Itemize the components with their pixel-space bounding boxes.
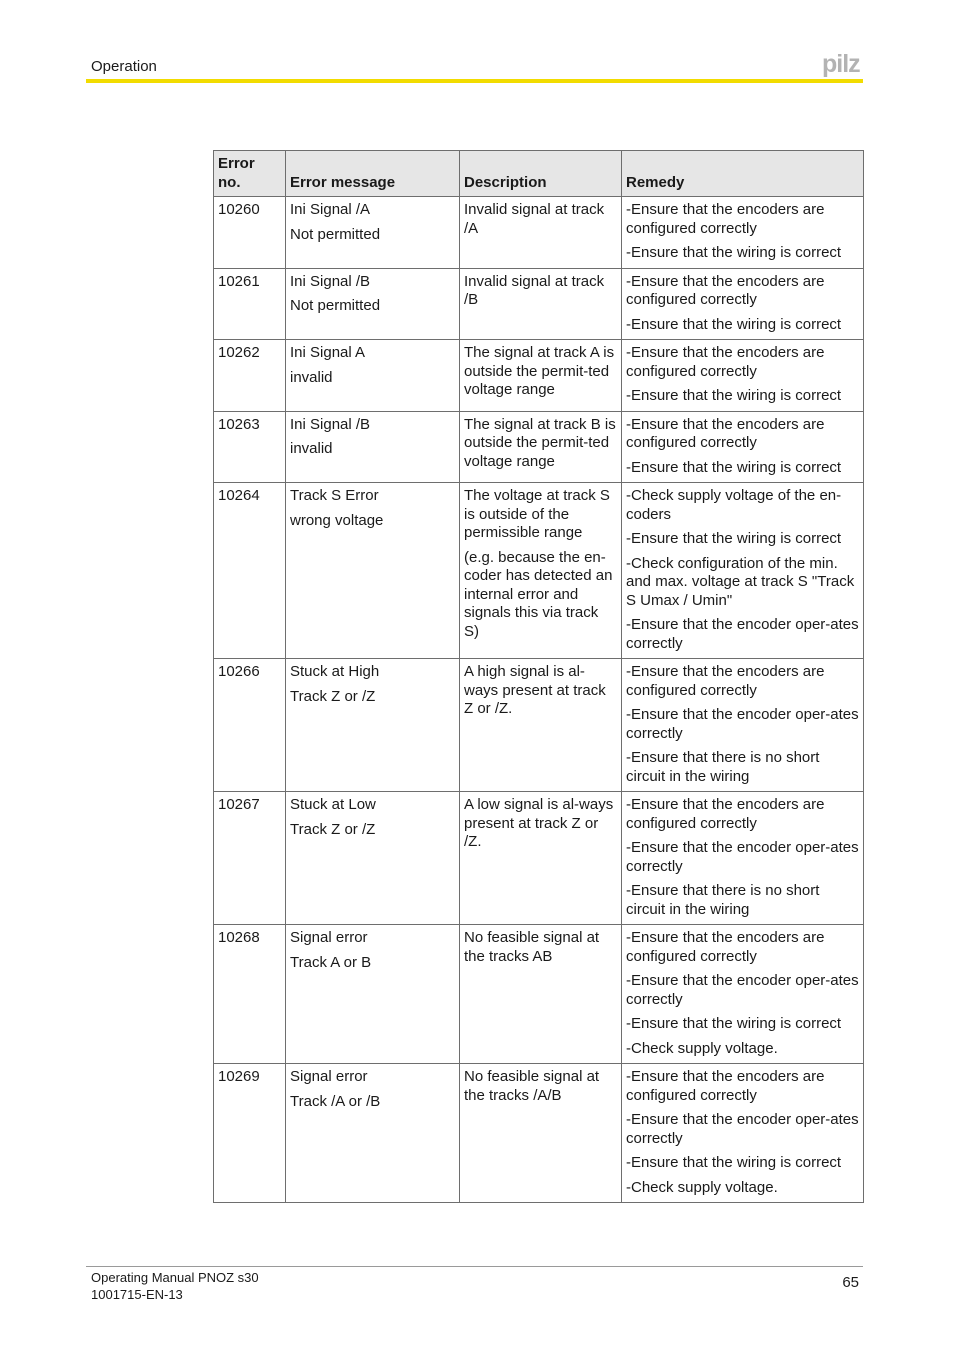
remedy-item: -Ensure that the encoder oper-ates correctly: [626, 1111, 859, 1147]
table-header-row: [214, 151, 864, 197]
table-row: [214, 340, 864, 412]
remedy-item: -Ensure that the wiring is correct: [626, 244, 842, 261]
description-cell: [460, 925, 622, 1064]
remedy-item: -Check supply voltage of the en-coders: [626, 487, 842, 523]
remedy-cell: [622, 659, 864, 792]
error-number-cell: 10263: [214, 411, 286, 483]
remedy-item: -Check supply voltage.: [626, 1178, 778, 1196]
table-row: [214, 659, 864, 792]
table-row: [214, 1064, 864, 1203]
error-message-cell: [286, 340, 460, 412]
error-message-cell: [286, 268, 460, 340]
col-header-error-no: Error no.: [214, 151, 286, 197]
pilz-logo: [822, 50, 864, 80]
description-cell: [460, 411, 622, 483]
error-message-line: Track A or B: [290, 953, 372, 971]
remedy-item: -Ensure that the wiring is correct: [626, 315, 842, 333]
description-cell: [460, 268, 622, 340]
error-message-line: Not permitted: [290, 225, 381, 243]
error-message-line: Track /A or /B: [290, 1092, 381, 1110]
remedy-item: -Ensure that the wiring is correct: [626, 387, 842, 404]
description-cell: [460, 1064, 622, 1203]
description-cell: [460, 197, 622, 269]
error-number-cell: 10269: [214, 1064, 286, 1203]
col-header-remedy: Remedy: [622, 151, 864, 197]
error-message-line: invalid: [290, 440, 333, 457]
description-cell: [460, 792, 622, 925]
description-paragraph: No feasible signal at the tracks /A/B: [464, 1068, 600, 1104]
col-header-description: Description: [460, 151, 622, 197]
remedy-cell: [622, 1064, 864, 1203]
error-message-line: Track Z or /Z: [290, 820, 376, 838]
remedy-item: -Ensure that the encoder oper-ates correctly: [626, 839, 859, 875]
manual-title: Operating Manual PNOZ s30: [91, 1270, 259, 1285]
remedy-item: -Check supply voltage.: [626, 1039, 778, 1057]
remedy-item: -Ensure that the wiring is correct: [626, 530, 842, 547]
error-number-cell: 10260: [214, 197, 286, 269]
table-row: [214, 792, 864, 925]
description-paragraph: The voltage at track S is outside of the permissible range: [464, 487, 610, 541]
remedy-item: -Ensure that the encoders are configured correctly: [626, 415, 825, 451]
error-message-line: invalid: [290, 368, 333, 386]
remedy-cell: [622, 268, 864, 340]
error-message-cell: [286, 411, 460, 483]
description-cell: [460, 340, 622, 412]
error-number-cell: 10264: [214, 483, 286, 659]
error-number-cell: 10268: [214, 925, 286, 1064]
remedy-cell: [622, 483, 864, 659]
table-row: [214, 483, 864, 659]
page-number: 65: [842, 1274, 859, 1291]
remedy-cell: [622, 411, 864, 483]
error-message-cell: [286, 197, 460, 269]
error-message-line: Signal error: [290, 929, 368, 946]
description-paragraph: (e.g. because the en-coder has detected an internal error and signals this via track S): [464, 548, 613, 640]
error-message-cell: [286, 659, 460, 792]
remedy-cell: [622, 340, 864, 412]
error-table: [213, 150, 864, 1203]
error-message-cell: [286, 483, 460, 659]
remedy-cell: [622, 792, 864, 925]
error-number-cell: 10267: [214, 792, 286, 925]
remedy-item: -Ensure that the encoders are configured correctly: [626, 929, 825, 965]
description-paragraph: Invalid signal at track /B: [464, 272, 605, 308]
error-number-cell: 10266: [214, 659, 286, 792]
table-row: [214, 197, 864, 269]
remedy-item: -Ensure that the encoder oper-ates correctly: [626, 616, 859, 652]
footer-rule: [86, 1266, 863, 1267]
remedy-item: -Check configuration of the min. and max. voltage at track S "Track S Umax / Umin": [626, 554, 855, 609]
remedy-item: -Ensure that the encoder oper-ates correctly: [626, 706, 859, 742]
logo-text: pilz: [822, 50, 860, 78]
description-paragraph: Invalid signal at track /A: [464, 201, 605, 237]
table-row: [214, 268, 864, 340]
remedy-item: -Ensure that there is no short circuit in the wiring: [626, 882, 820, 918]
description-paragraph: The signal at track A is outside the permit-ted voltage range: [464, 344, 615, 398]
error-number-cell: 10262: [214, 340, 286, 412]
remedy-item: -Ensure that the wiring is correct: [626, 1154, 842, 1171]
error-message-cell: [286, 1064, 460, 1203]
table-row: [214, 411, 864, 483]
description-paragraph: A low signal is al-ways present at track Z or /Z.: [464, 796, 614, 850]
description-paragraph: The signal at track B is outside the permit-ted voltage range: [464, 415, 616, 470]
table-row: [214, 925, 864, 1064]
remedy-item: -Ensure that the encoders are configured correctly: [626, 663, 825, 699]
error-message-cell: [286, 925, 460, 1064]
error-message-line: Ini Signal A: [290, 344, 366, 361]
section-title: Operation: [91, 58, 157, 75]
header-rule: [86, 79, 863, 83]
error-message-line: Ini Signal /A: [290, 201, 371, 218]
error-message-line: wrong voltage: [290, 511, 384, 529]
description-paragraph: No feasible signal at the tracks AB: [464, 929, 600, 965]
error-message-line: Stuck at Low: [290, 796, 376, 813]
remedy-item: -Ensure that the encoders are configured correctly: [626, 272, 825, 308]
remedy-item: -Ensure that the encoders are configured correctly: [626, 1068, 825, 1104]
error-number-cell: 10261: [214, 268, 286, 340]
error-message-line: Ini Signal /B: [290, 272, 371, 290]
remedy-item: -Ensure that there is no short circuit in the wiring: [626, 749, 820, 785]
remedy-cell: [622, 197, 864, 269]
footer-info: [91, 1269, 259, 1303]
remedy-item: -Ensure that the wiring is correct: [626, 458, 842, 476]
error-message-line: Signal error: [290, 1068, 368, 1085]
remedy-cell: [622, 925, 864, 1064]
remedy-item: -Ensure that the encoders are configured correctly: [626, 201, 825, 237]
error-message-line: Ini Signal /B: [290, 415, 371, 433]
remedy-item: -Ensure that the wiring is correct: [626, 1015, 842, 1032]
description-cell: [460, 659, 622, 792]
error-message-line: Not permitted: [290, 297, 381, 314]
error-message-line: Stuck at High: [290, 663, 380, 680]
error-message-cell: [286, 792, 460, 925]
error-message-line: Track S Error: [290, 487, 379, 504]
remedy-item: -Ensure that the encoders are configured correctly: [626, 344, 825, 380]
error-message-line: Track Z or /Z: [290, 687, 376, 705]
description-paragraph: A high signal is al-ways present at track Z or /Z.: [464, 663, 606, 717]
description-cell: [460, 483, 622, 659]
remedy-item: -Ensure that the encoder oper-ates correctly: [626, 972, 859, 1008]
remedy-item: -Ensure that the encoders are configured correctly: [626, 796, 825, 832]
col-header-error-message: Error message: [286, 151, 460, 197]
document-number: 1001715-EN-13: [91, 1287, 183, 1302]
